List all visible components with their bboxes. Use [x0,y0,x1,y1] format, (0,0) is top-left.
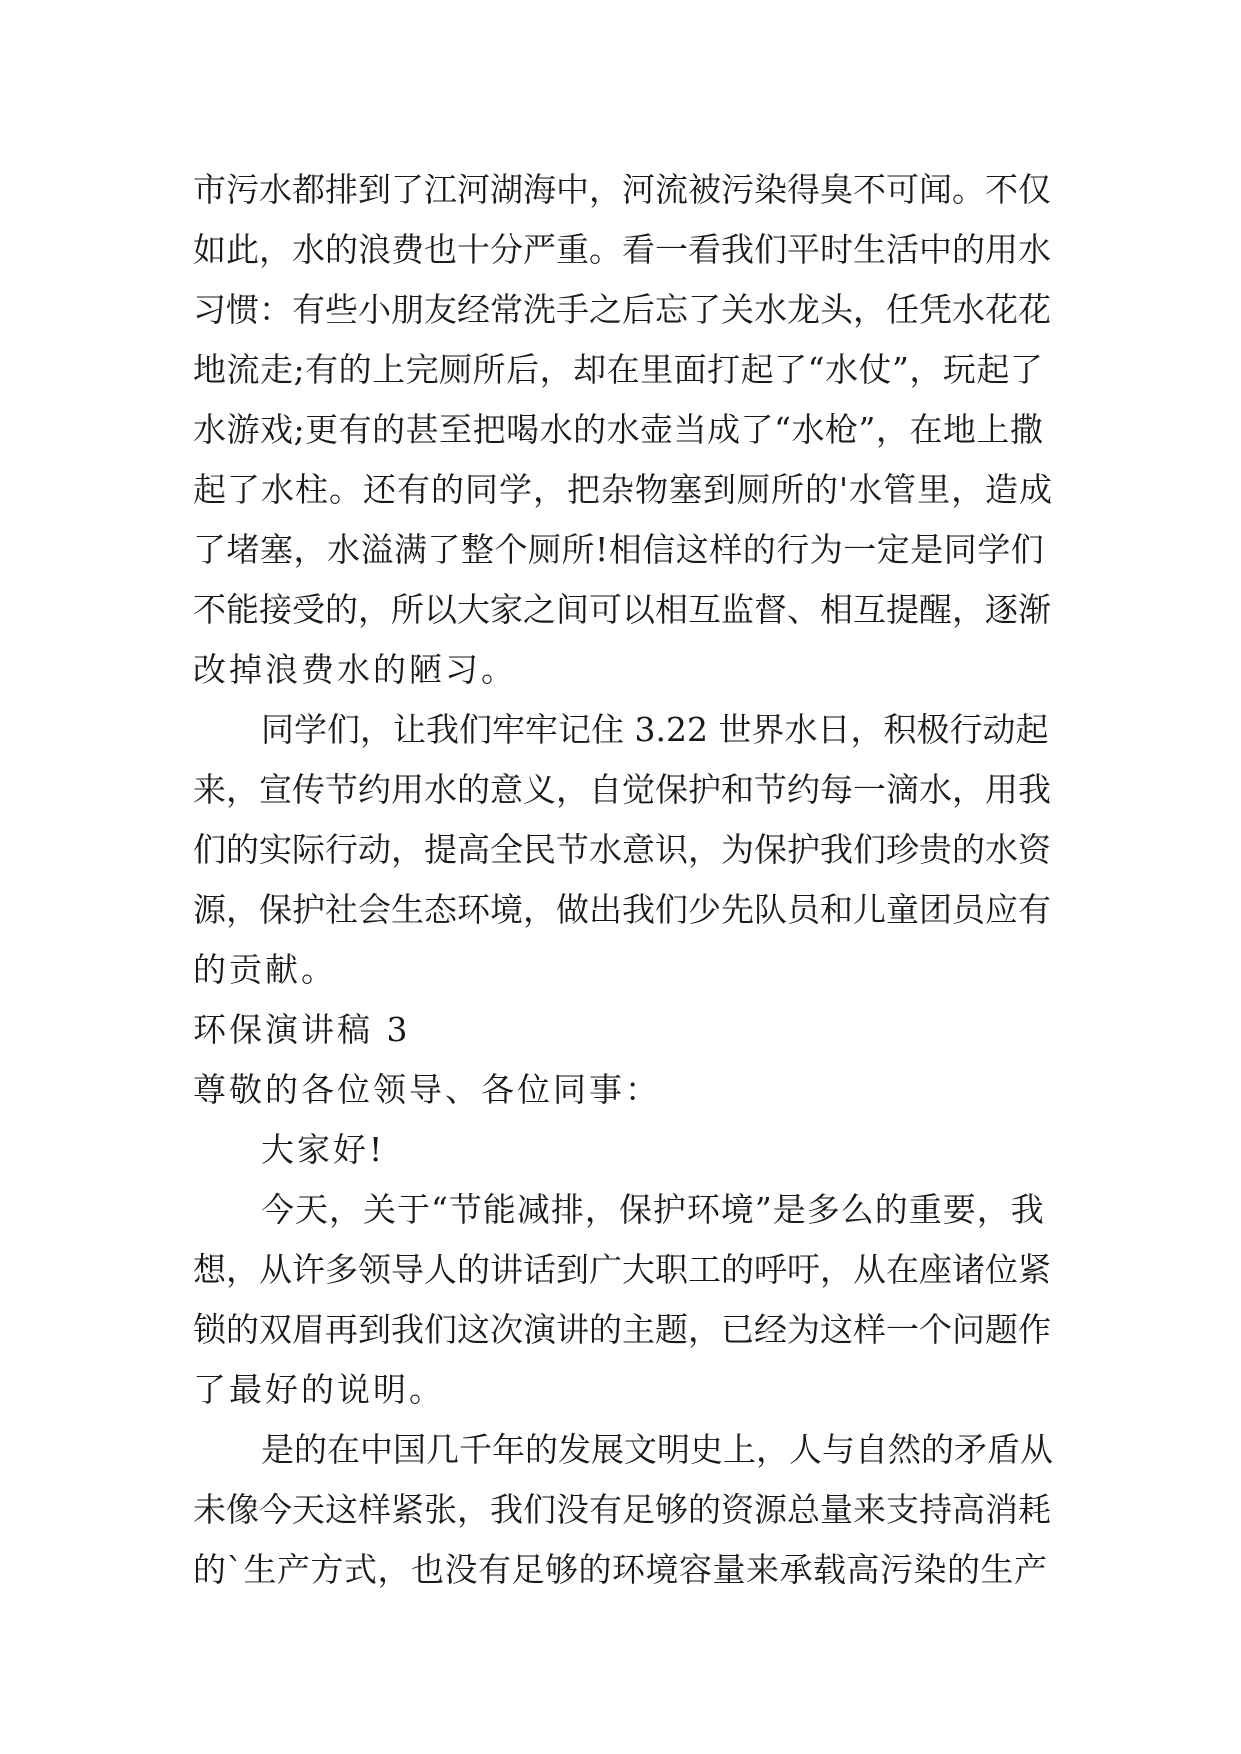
text-line: 来，宣传节约用水的意义，自觉保护和节约每一滴水，用我 [193,770,1051,809]
text-line: 改掉浪费水的陋习。 [193,650,517,689]
text-line: 锁的双眉再到我们这次演讲的主题，已经为这样一个问题作 [193,1310,1051,1349]
text-line: 的贡献。 [193,950,337,989]
salutation: 尊敬的各位领导、各位同事： [193,1070,661,1109]
text-line: 地流走;有的上完厕所后，却在里面打起了“水仗”，玩起了 [193,350,1044,389]
paragraph-start-line: 同学们，让我们牢牢记住 3.22 世界水日，积极行动起 [261,710,1049,749]
text-line: 了最好的说明。 [193,1370,445,1409]
paragraph-start-line: 今天，关于“节能减排，保护环境”是多么的重要，我 [261,1190,1045,1229]
text-line: 未像今天这样紧张，我们没有足够的资源总量来支持高消耗 [193,1490,1051,1529]
document-body [193,160,1053,1600]
text-line: 市污水都排到了江河湖海中，河流被污染得臭不可闻。不仅 [193,170,1051,209]
text-line: 习惯：有些小朋友经常洗手之后忘了关水龙头，任凭水花花 [193,290,1051,329]
text-line: 如此，水的浪费也十分严重。看一看我们平时生活中的用水 [193,230,1051,269]
text-line: 们的实际行动，提高全民节水意识，为保护我们珍贵的水资 [193,830,1051,869]
text-line: 不能接受的，所以大家之间可以相互监督、相互提醒，逐渐 [193,590,1051,629]
text-line: 起了水柱。还有的同学，把杂物塞到厕所的'水管里，造成 [193,470,1054,509]
paragraph-start-line: 是的在中国几千年的发展文明史上，人与自然的矛盾从 [261,1430,1053,1469]
section-heading: 环保演讲稿 3 [193,1010,411,1049]
text-line: 了堵塞，水溢满了整个厕所!相信这样的行为一定是同学们 [193,530,1045,569]
greeting: 大家好! [261,1130,386,1169]
text-line: 想，从许多领导人的讲话到广大职工的呼吁，从在座诸位紧 [193,1250,1051,1289]
text-line: 的`生产方式，也没有足够的环境容量来承载高污染的生产 [193,1550,1048,1589]
text-line: 源，保护社会生态环境，做出我们少先队员和儿童团员应有 [193,890,1051,929]
text-line: 水游戏;更有的甚至把喝水的水壶当成了“水枪”，在地上撒 [193,410,1044,449]
